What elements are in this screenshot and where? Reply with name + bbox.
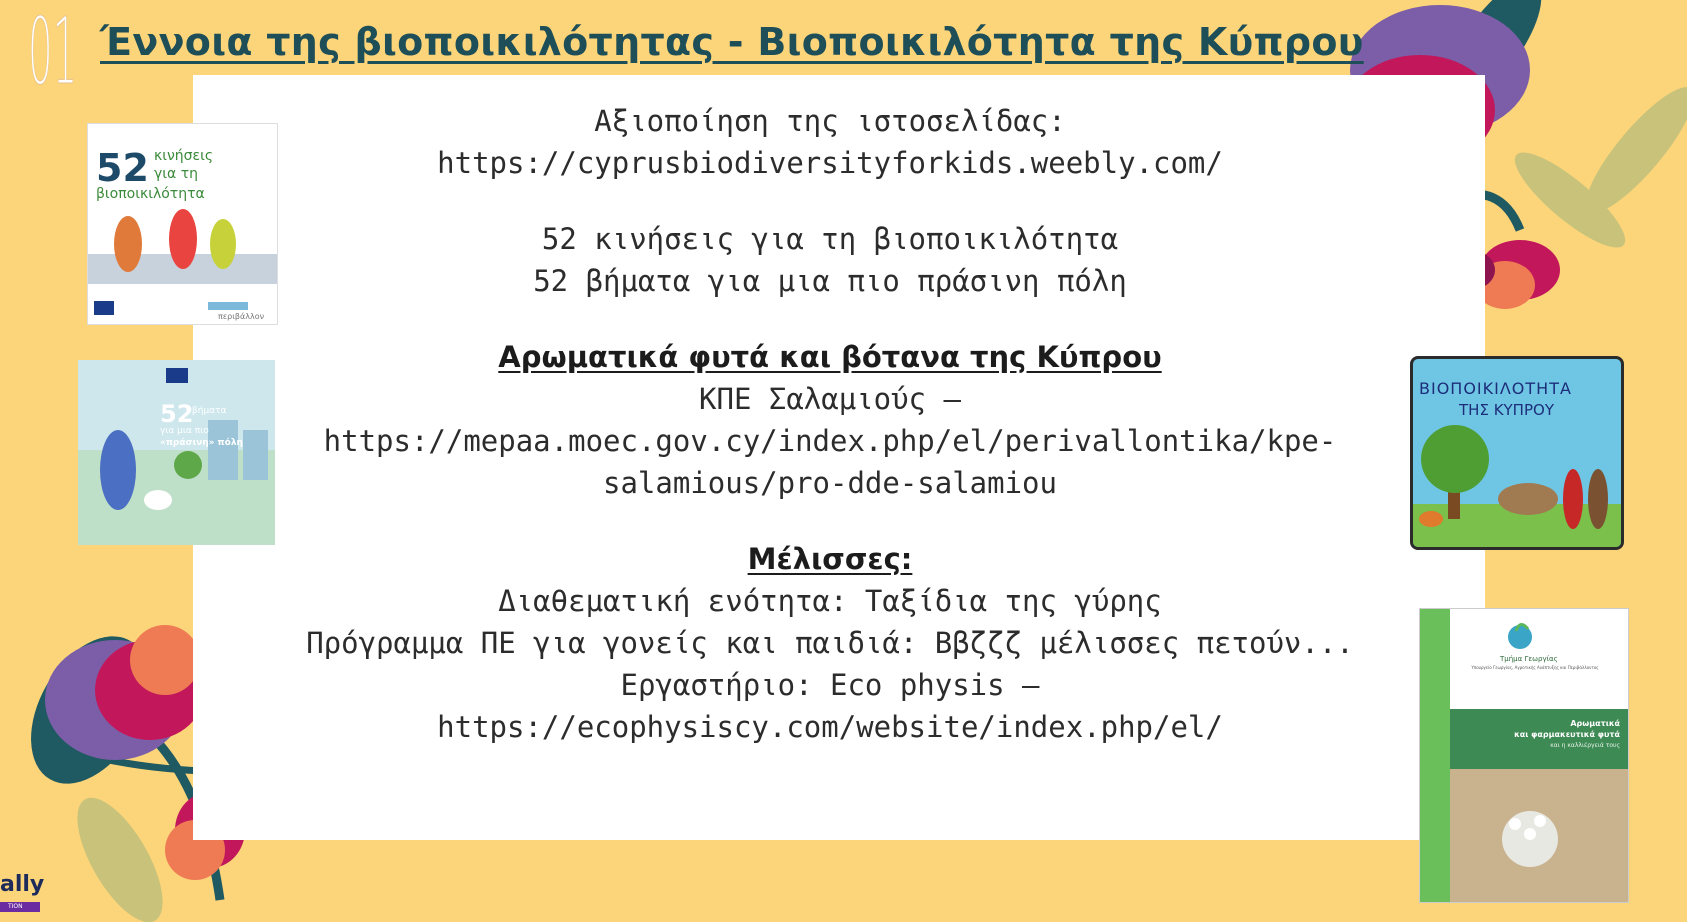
book-cover-52-actions	[87, 123, 278, 325]
intro-label: Αξιοποίηση της ιστοσελίδας:	[594, 104, 1066, 138]
bees-line-3: Εργαστήριο: Eco physis –	[620, 668, 1040, 702]
aromatic-link-part-2[interactable]: salamious/pro-dde-salamiou	[603, 466, 1057, 500]
book-title-2: 52 βήματα για μια πιο πράσινη πόλη	[533, 264, 1127, 298]
booklet-org: Τμήμα Γεωργίας	[1500, 655, 1558, 663]
aromatic-source: ΚΠΕ Σαλαμιούς –	[699, 382, 961, 416]
book1-number: 52	[96, 146, 149, 190]
bees-line-2: Πρόγραμμα ΠΕ για γονείς και παιδιά: Ββζζζ μέλισσες πετούν...	[306, 626, 1354, 660]
book2-number: 52	[160, 400, 194, 428]
main-content	[260, 100, 1400, 748]
bees-line-1: Διαθεματική ενότητα: Ταξίδια της γύρης	[498, 584, 1162, 618]
poster-line-1: ΒΙΟΠΟΙΚΙΛΟΤΗΤΑ	[1419, 379, 1572, 398]
book2-text-1: βήματα	[192, 406, 227, 416]
book1-text-3: βιοποικιλότητα	[96, 186, 205, 202]
brand-logo: ally	[0, 872, 45, 897]
bees-link[interactable]: https://ecophysiscy.com/website/index.php/el/	[437, 710, 1223, 744]
book1-publisher: περιβάλλον	[218, 312, 265, 321]
intro-link[interactable]: https://cyprusbiodiversityforkids.weebly.com/	[437, 146, 1223, 180]
aromatic-heading: Αρωματικά φυτά και βότανα της Κύπρου	[498, 340, 1162, 374]
booklet-title-3: και η καλλιέργειά τους	[1550, 742, 1620, 749]
aromatic-plants-booklet	[1419, 608, 1629, 903]
brand-logo-bar	[0, 902, 40, 912]
booklet-title-1: Αρωματικά	[1570, 719, 1620, 728]
poster-line-2: ΤΗΣ ΚΥΠΡΟΥ	[1459, 401, 1554, 419]
book1-text-1: κινήσεις	[154, 148, 214, 164]
book1-text-2: για τη	[154, 166, 199, 182]
slide-number: 01	[28, 0, 78, 105]
book-title-1: 52 κινήσεις για τη βιοποικιλότητα	[541, 222, 1119, 256]
booklet-title-2: και φαρμακευτικά φυτά	[1514, 730, 1620, 739]
brand-logo-tagline: TION	[8, 903, 23, 910]
book2-text-3: «πράσινη» πόλη	[160, 438, 243, 448]
slide-title: Έννοια της βιοποικιλότητας - Βιοποικιλότητα της Κύπρου	[100, 20, 1364, 64]
bees-heading: Μέλισσες:	[747, 542, 913, 576]
aromatic-link-part-1[interactable]: https://mepaa.moec.gov.cy/index.php/el/perivallontika/kpe-	[323, 424, 1337, 458]
book2-text-2: για μια πιο	[160, 426, 209, 436]
book-cover-52-steps	[78, 360, 275, 545]
biodiversity-poster	[1410, 356, 1624, 550]
booklet-sub: Υπουργείο Γεωργίας, Αγροτικής Ανάπτυξης και Περιβάλλοντος	[1471, 665, 1599, 670]
